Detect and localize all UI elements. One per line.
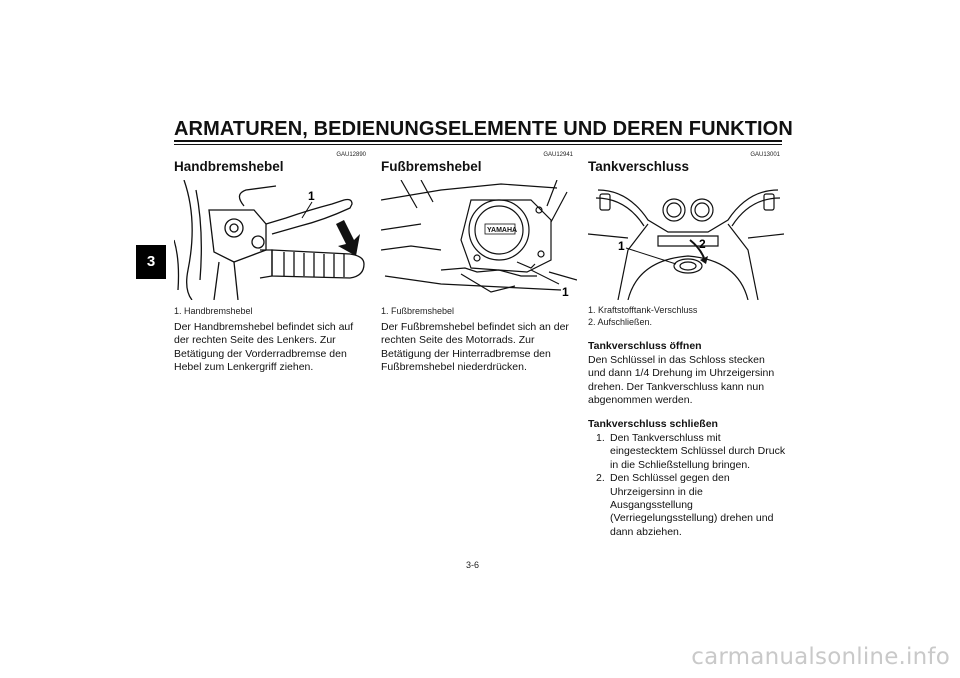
section-body-text: Der Fußbremshebel befindet sich an der rechten Seite des Motorrads. Zur Betätigung der Hinterradbremse den Fußbremshebel niederdrücken. [381, 321, 569, 374]
step-number: 1. [596, 432, 605, 444]
section-heading-handbremshebel: Handbremshebel [174, 159, 284, 174]
callout-2: 2 [699, 237, 706, 251]
section-code: GAU12890 [336, 152, 366, 158]
list-item [588, 472, 786, 539]
figure-caption-2: 2. Aufschließen. [588, 317, 653, 327]
step-number: 2. [596, 472, 605, 485]
fuel-tank-cap-figure [588, 180, 784, 300]
list-item [588, 432, 786, 472]
step-text: Den Tankverschluss mit eingestecktem Schlüssel durch Druck in die Schließstellung bringen. [610, 432, 786, 471]
section-body-text: Der Handbremshebel befindet sich auf der rechten Seite des Lenkers. Zur Betätigung der Vorderradbremse den Hebel zum Lenkergriff ziehen. [174, 321, 354, 374]
watermark[interactable]: carmanualsonline.info [691, 644, 950, 670]
page-title: ARMATUREN, BEDIENUNGSELEMENTE UND DEREN FUNKTION [174, 118, 793, 140]
chapter-tab[interactable]: 3 [136, 245, 166, 279]
open-body-text: Den Schlüssel in das Schloss stecken und dann 1/4 Drehung im Uhrzeigersinn drehen. Der Tankverschluss kann nun abgenommen werden. [588, 354, 775, 407]
page-number: 3-6 [466, 560, 480, 570]
subheading-open: Tankverschluss öffnen [588, 340, 702, 352]
figure-caption-1: 1. Kraftstofftank-Verschluss [588, 305, 698, 315]
figure-brand-label: YAMAHA [487, 227, 518, 234]
section-heading-fussbremshebel: Fußbremshebel [381, 159, 482, 174]
title-rule-thin [174, 144, 782, 145]
close-steps-list [588, 432, 786, 539]
callout-1: 1 [308, 189, 315, 203]
foot-brake-lever-figure [381, 180, 577, 300]
figure-caption: 1. Fußbremshebel [381, 306, 455, 316]
section-code: GAU13001 [750, 152, 780, 158]
handbrake-lever-figure [174, 180, 370, 300]
figure-caption: 1. Handbremshebel [174, 306, 253, 316]
title-rule [174, 140, 782, 142]
section-code: GAU12941 [543, 152, 573, 158]
step-text: Den Schlüssel gegen den Uhrzeigersinn in die Ausgangsstellung (Verriegelungsstellung) drehen und dann abziehen. [610, 472, 774, 538]
section-heading-tankverschluss: Tankverschluss [588, 159, 690, 174]
callout-1: 1 [618, 239, 625, 253]
subheading-close: Tankverschluss schließen [588, 418, 718, 430]
callout-1: 1 [562, 285, 569, 299]
